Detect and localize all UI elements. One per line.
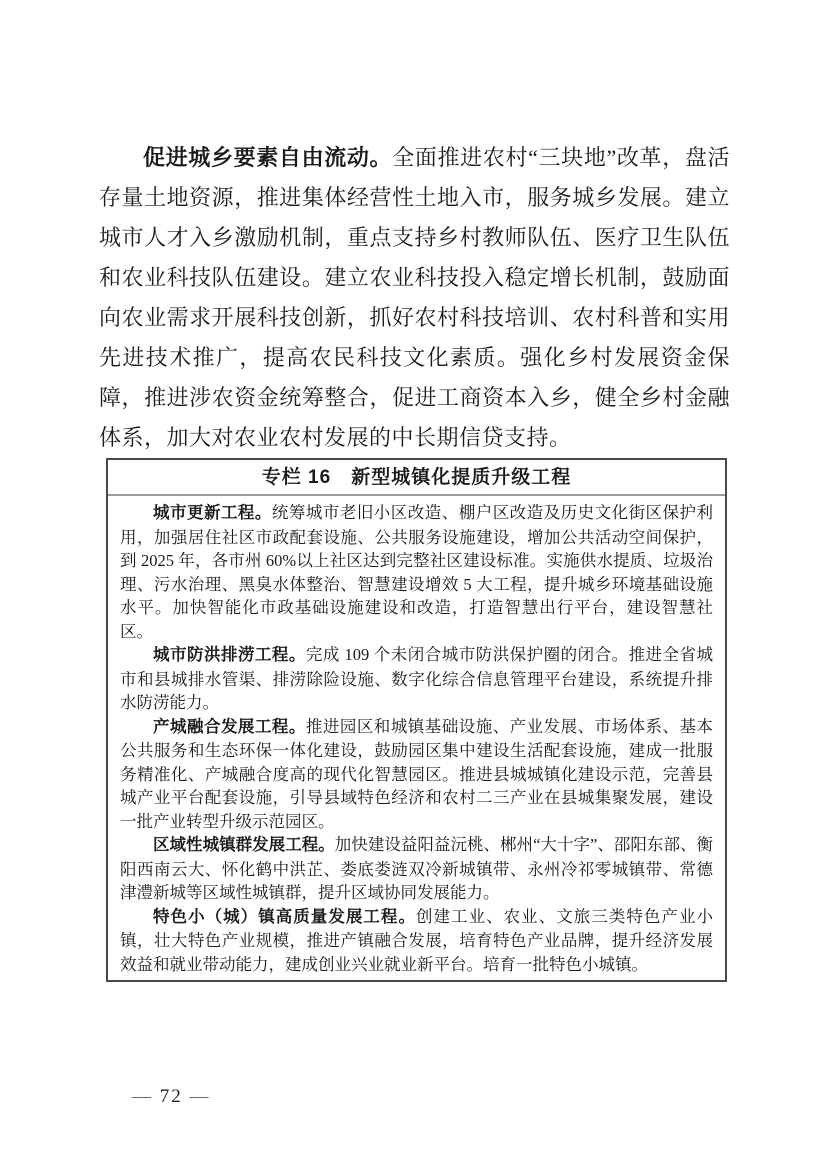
- paragraph-text: 创建工业、农业、文旅三类特色产业小镇，壮大特色产业规模，推进产镇融合发展，培育特色产业品牌，提升经济发展效益和就业带动能力，建成创业兴业就业新平台。培育一批特色小城镇。: [120, 906, 714, 974]
- box-paragraph-featured-towns: [120, 905, 713, 977]
- paragraph-text: 完成 109 个未闭合城市防洪保护圈的闭合。推进全省城市和县城排水管渠、排涝除险设施、数字化综合信息管理平台建设，系统提升排水防涝能力。: [120, 645, 713, 712]
- box-paragraph-urban-renewal: [120, 501, 713, 643]
- page-number-right-dash: —: [189, 1086, 211, 1107]
- box-paragraph-regional-town-clusters: [120, 833, 713, 905]
- paragraph-lead: 促进城乡要素自由流动。: [143, 145, 393, 170]
- paragraph-lead: 城市更新工程。: [153, 504, 272, 522]
- column-16-body: [108, 496, 725, 980]
- box-paragraph-flood-control: [120, 643, 713, 715]
- paragraph-text: 加快建设益阳益沅桃、郴州“大十字”、邵阳东部、衡阳西南云大、怀化鹤中洪芷、娄底娄涟双冷新城镇带、永州冷祁零城镇带、常德津澧新城等区域性城镇群，提升区域协同发展能力。: [120, 835, 713, 902]
- page-number-value: 72: [159, 1086, 183, 1107]
- paragraph-text: 全面推进农村“三块地”改革，盘活存量土地资源，推进集体经营性土地入市，服务城乡发展。建立城市人才入乡激励机制，重点支持乡村教师队伍、医疗卫生队伍和农业科技队伍建设。建立农业科技投入稳定增长机制，鼓励面向农业需求开展科技创新，抓好农村科技培训、农村科普和实用先进技术推广，提高农民科技文化素质。强化乡村发展资金保障，推进涉农资金统筹整合，促进工商资本入乡，健全乡村金融体系，加大对农业农村发展的中长期信贷支持。: [99, 145, 730, 450]
- paragraph-lead: 区域性城镇群发展工程。: [153, 836, 335, 854]
- box-paragraph-industry-city-integration: [120, 715, 713, 834]
- page-number-left-dash: —: [132, 1086, 153, 1107]
- paragraph-lead: 城市防洪排涝工程。: [153, 646, 306, 664]
- paragraph-text: 统筹城市老旧小区改造、棚户区改造及历史文化街区保护利用，加强居住社区市政配套设施、公共服务设施建设，增加公共活动空间保护，到 2025 年，各市州 60%以上社区达到完整社区建设标准。实施供水提质、垃圾治理、污水治理、黑臭水体整治、智慧建设增效 5 大工程，提升城乡环境基础设施水平。加快智能化市政基础设施建设和改造，打造智慧出行平台，建设智慧社区。: [120, 503, 713, 641]
- body-paragraph: [99, 138, 730, 458]
- paragraph-lead: 产城融合发展工程。: [153, 717, 306, 736]
- column-16-title: 专栏 16 新型城镇化提质升级工程: [108, 460, 725, 496]
- paragraph-text: 推进园区和城镇基础设施、产业发展、市场体系、基本公共服务和生态环保一体化建设，鼓励园区集中建设生活配套设施，建成一批服务精准化、产城融合度高的现代化智慧园区。推进县城城镇化建设示范，完善县城产业平台配套设施，引导县域特色经济和农村二三产业在县城集聚发展，建设一批产业转型升级示范园区。: [120, 716, 713, 831]
- page-number: [132, 1086, 827, 1108]
- paragraph-lead: 特色小（城）镇高质量发展工程。: [153, 907, 416, 926]
- column-16-box: [106, 458, 727, 982]
